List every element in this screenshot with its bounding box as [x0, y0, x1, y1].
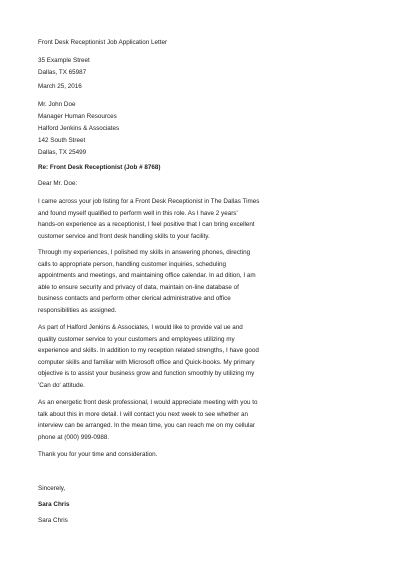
paragraph-line: As an energetic front desk professional, I would appreciate meeting with you to — [38, 399, 258, 406]
signature-name: Sara Chris — [38, 501, 70, 508]
paragraph-line: interview can be arranged. In the mean time, you can reach me on my cellular — [38, 422, 256, 429]
recipient-address — [38, 99, 119, 159]
paragraph-line: customer service and front desk handling skills to your facility. — [38, 232, 210, 240]
paragraph-line: calls to appropriate person, handling customer inquiries, scheduling — [38, 260, 226, 268]
letter-date: March 25, 2016 — [38, 83, 82, 90]
paragraph-line: Through my experiences, I polished my skills in answering phones, directing — [38, 249, 251, 256]
sender-city: Dallas, TX 65987 — [38, 69, 87, 76]
paragraph-line: appointments and meetings, and maintaining office calendar. In ad dition, I am — [38, 272, 256, 279]
paragraph-line: objective is to assist your business grow and function smoothly by utilizing my — [38, 370, 255, 377]
paragraph-line: quality customer service to your customers and employees utilizing my — [38, 335, 235, 343]
closing-thanks: Thank you for your time and consideration. — [38, 451, 158, 458]
paragraph-line: business contacts and perform other clerical administrative and office — [38, 295, 231, 302]
paragraph-line: computer skills and familiar with Microsoft office and Quick-books. My primary — [38, 358, 255, 366]
recipient-company: Halford Jenkins & Associates — [38, 125, 120, 132]
recipient-city: Dallas, TX 25499 — [38, 149, 87, 156]
sender-address — [38, 55, 90, 79]
paragraph-line: responsibilities as assigned. — [38, 306, 117, 314]
body-paragraph-2 — [38, 247, 378, 316]
paragraph-line: 'Can do' attitude. — [38, 381, 85, 389]
paragraph-line: I came across your job listing for a Front Desk Receptionist in The Dallas Times — [38, 198, 260, 205]
paragraph-line: As part of Halford Jenkins & Associates, I would like to provide val ue and — [38, 324, 243, 331]
salutation: Dear Mr. Doe: — [38, 180, 78, 187]
printed-name: Sara Chris — [38, 517, 68, 524]
paragraph-line: hands-on experience as a receptionist, I feel positive that I can bring excellent — [38, 221, 255, 228]
body-paragraph-3 — [38, 322, 378, 391]
paragraph-line: and found myself qualified to perform well in this role. As I have 2 years' — [38, 209, 238, 217]
subject-line: Re: Front Desk Receptionist (Job # 8768) — [38, 164, 161, 171]
paragraph-line: experience and skills. In addition to my reception related strengths, I have good — [38, 347, 259, 354]
sender-street: 35 Example Street — [38, 57, 90, 64]
recipient-title: Manager Human Resources — [38, 113, 117, 120]
document-title: Front Desk Receptionist Job Application Letter — [38, 39, 168, 46]
body-paragraph-4 — [38, 397, 378, 443]
valediction: Sincerely, — [38, 485, 66, 492]
paragraph-line: able to ensure security and privacy of data, maintain on-line database of — [38, 283, 239, 291]
body-paragraph-1 — [38, 196, 378, 242]
paragraph-line: phone at (000) 999-0988. — [38, 433, 110, 441]
recipient-street: 142 South Street — [38, 137, 86, 144]
paragraph-line: talk about this in more detail. I will contact you next week to see whether an — [38, 410, 249, 418]
recipient-name: Mr. John Doe — [38, 101, 76, 108]
